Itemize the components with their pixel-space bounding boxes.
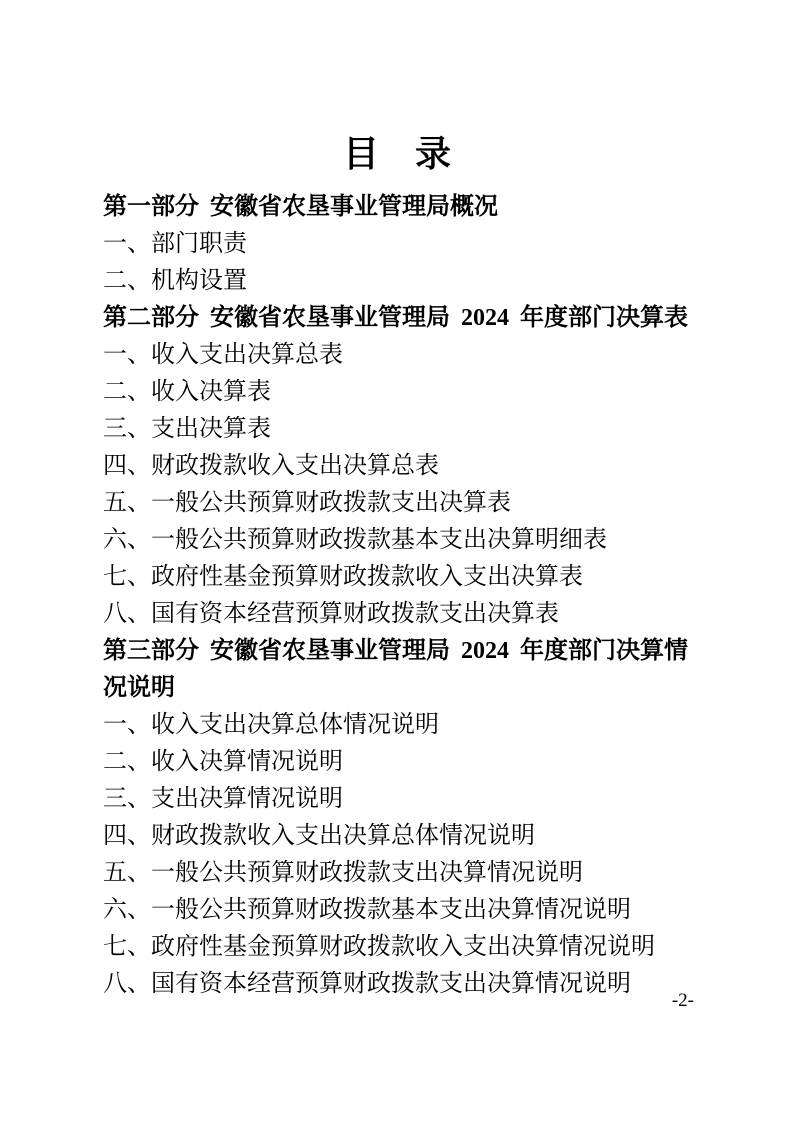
- toc-item: 六、一般公共预算财政拨款基本支出决算明细表: [103, 527, 607, 553]
- toc-part-2-heading: 第二部分 安徽省农垦事业管理局 2024 年度部门决算表: [103, 305, 688, 331]
- page-number: -2-: [671, 990, 694, 1011]
- toc-item: 一、收入支出决算总表: [103, 342, 343, 368]
- toc-item: 二、收入决算表: [103, 379, 271, 405]
- toc-item: 八、国有资本经营预算财政拨款支出决算表: [103, 601, 559, 627]
- toc-item: 四、财政拨款收入支出决算总体情况说明: [103, 823, 535, 849]
- toc-item: 五、一般公共预算财政拨款支出决算表: [103, 490, 511, 516]
- table-of-contents: [103, 189, 697, 1003]
- toc-item: 二、机构设置: [103, 268, 247, 294]
- toc-item: 二、收入决算情况说明: [103, 749, 343, 775]
- toc-part-1-heading: 第一部分 安徽省农垦事业管理局概况: [103, 194, 498, 220]
- toc-part-3-heading: 第三部分 安徽省农垦事业管理局 2024 年度部门决算情况说明: [103, 638, 688, 701]
- toc-item: 八、国有资本经营预算财政拨款支出决算情况说明: [103, 971, 631, 997]
- page-title: 目 录: [342, 133, 451, 174]
- toc-item: 五、一般公共预算财政拨款支出决算情况说明: [103, 860, 583, 886]
- toc-item: 一、收入支出决算总体情况说明: [103, 712, 439, 738]
- toc-item: 七、政府性基金预算财政拨款收入支出决算情况说明: [103, 934, 655, 960]
- toc-item: 三、支出决算表: [103, 416, 271, 442]
- toc-item: 一、部门职责: [103, 231, 247, 257]
- toc-item: 六、一般公共预算财政拨款基本支出决算情况说明: [103, 897, 631, 923]
- toc-item: 七、政府性基金预算财政拨款收入支出决算表: [103, 564, 583, 590]
- toc-item: 三、支出决算情况说明: [103, 786, 343, 812]
- toc-item: 四、财政拨款收入支出决算总表: [103, 453, 439, 479]
